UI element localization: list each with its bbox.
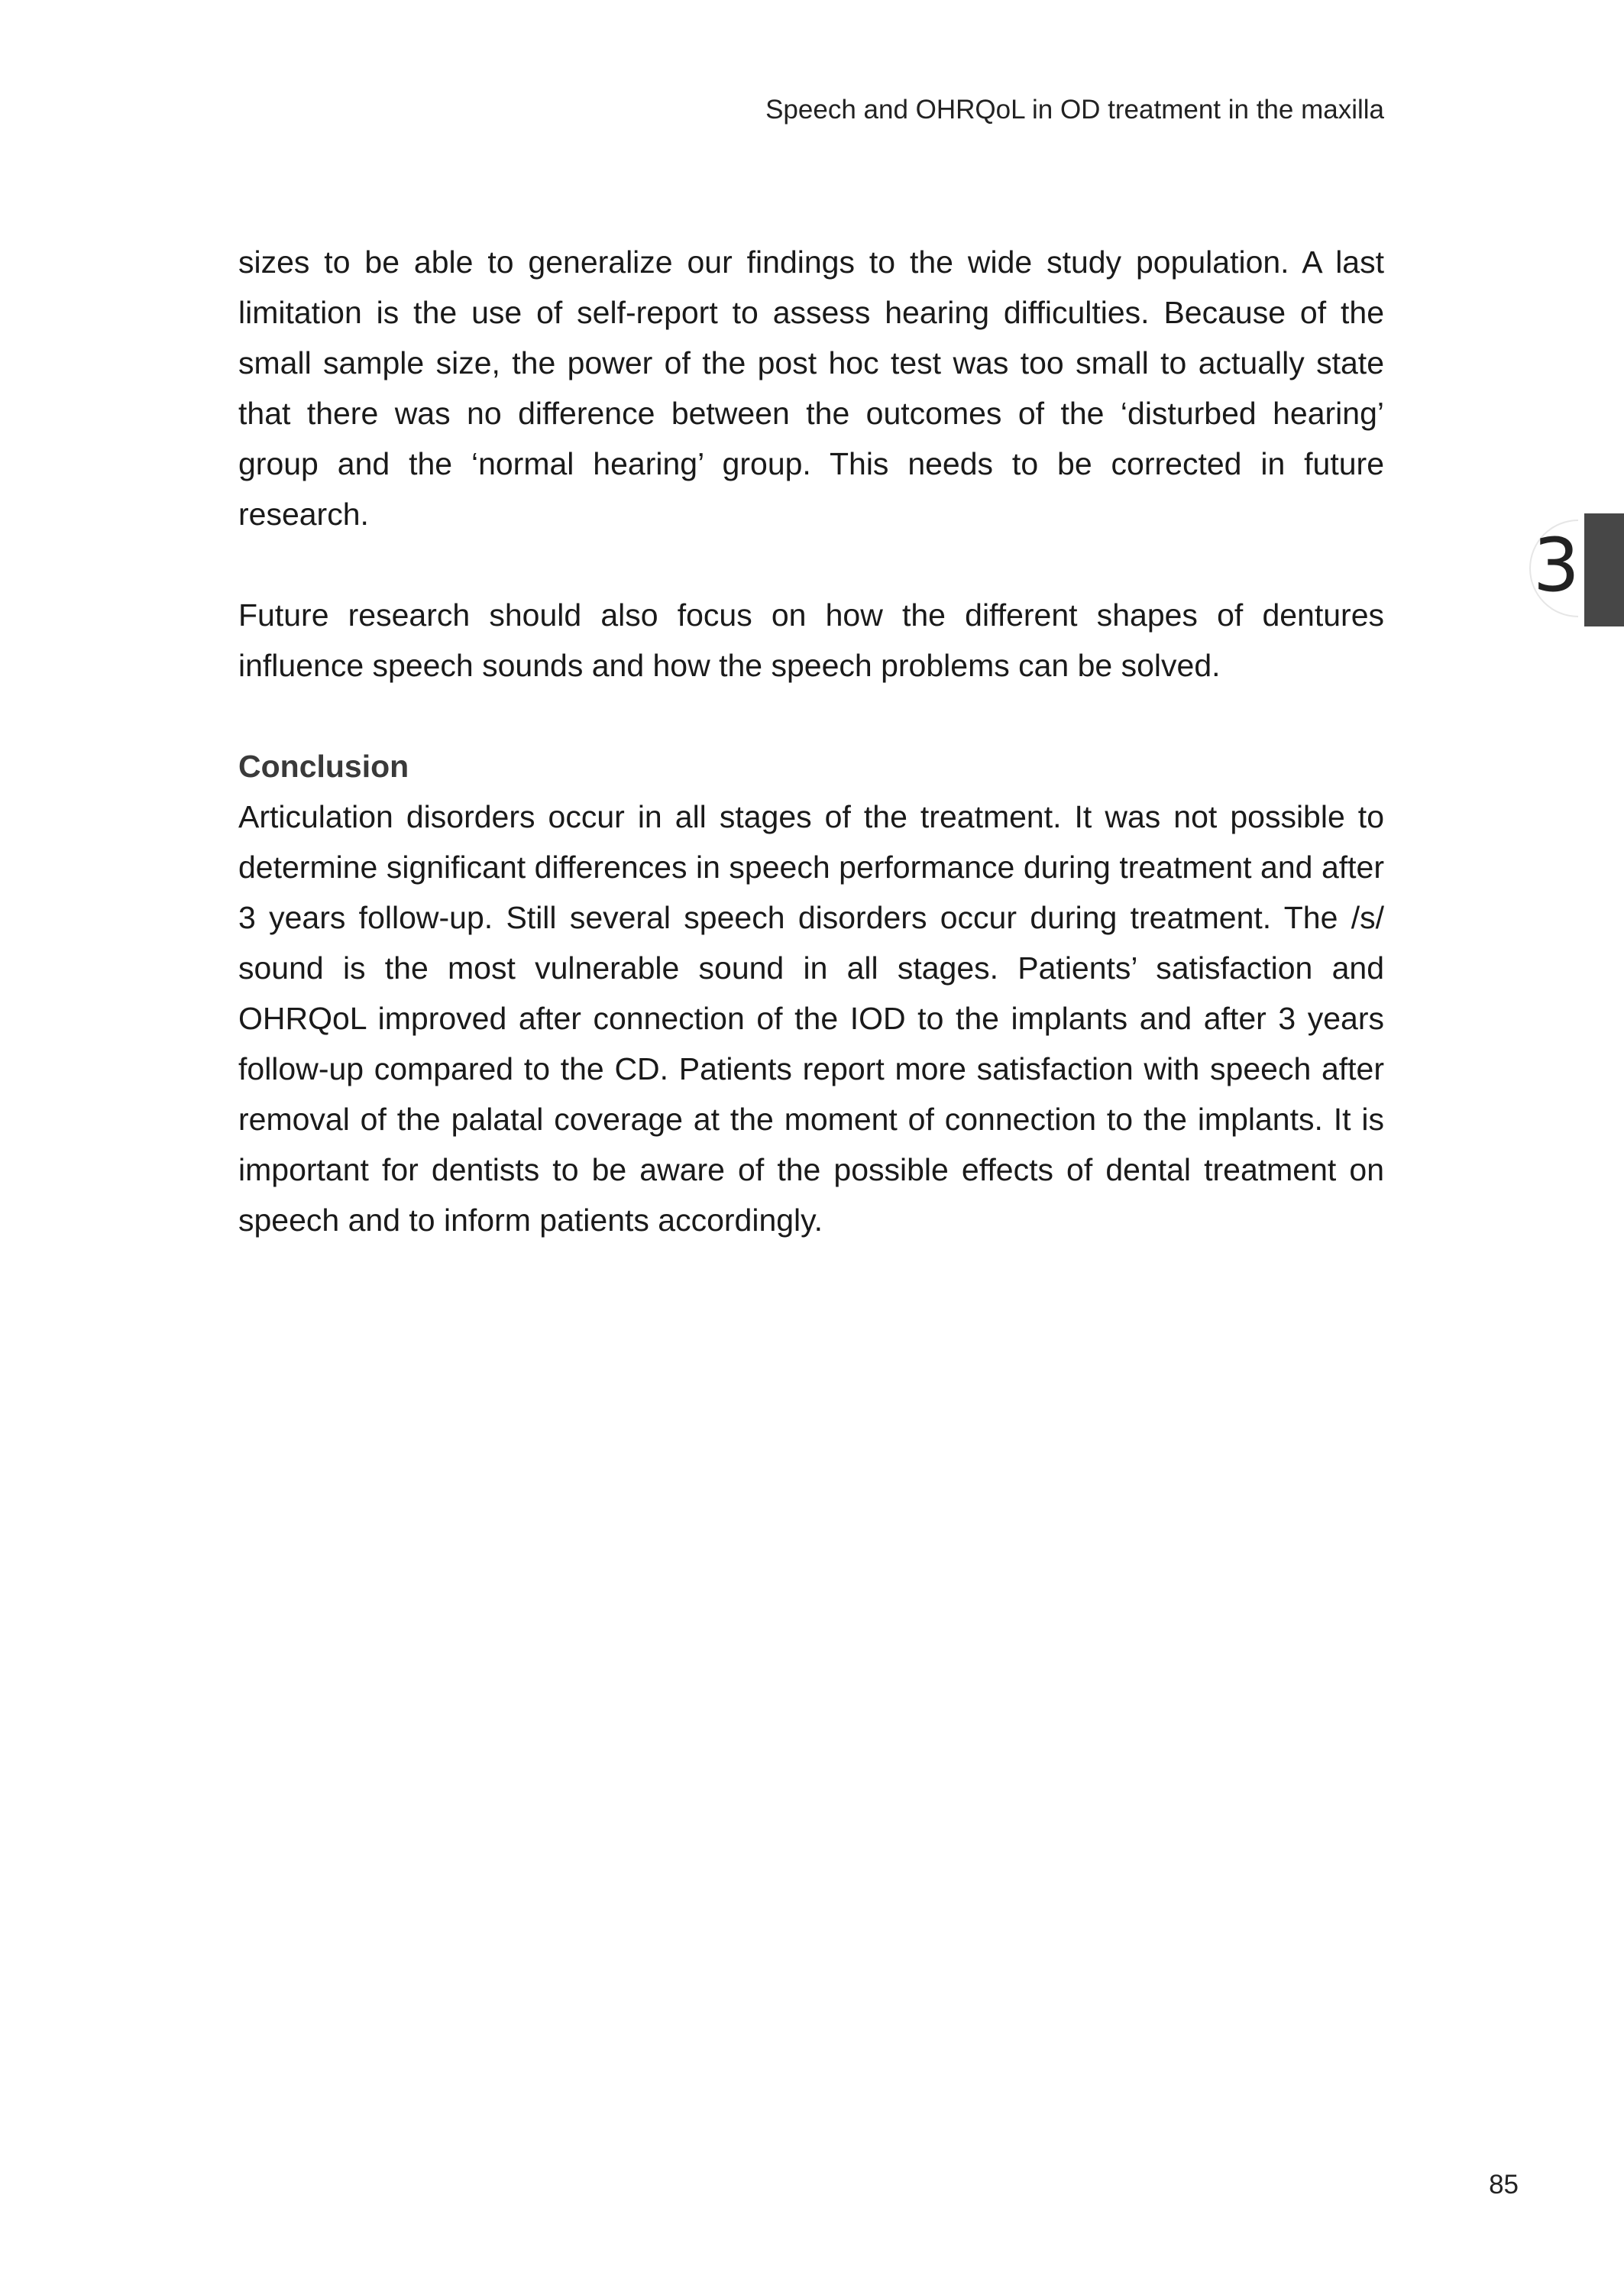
conclusion-paragraph: Articulation disorders occur in all stages of the treatment. It was not possible to determine significant differences in speech performance during treatment and after 3 years follow-up. Still several speech disorders occur during treatment. The /s/ sound is the most vulnerable sound in all stages. Patients’ satisfaction and OHRQoL improved after connection of the IOD to the implants and after 3 years follow-up compared to the CD. Patients report more satisfaction with speech after removal of the palatal coverage at the moment of connection to the implants. It is important for dentists to be aware of the possible effects of dental treatment on speech and to inform patients accordingly. bbox=[238, 799, 1384, 1238]
body-paragraph: Future research should also focus on how the different shapes of dentures influence speech sounds and how the speech problems can be solved. bbox=[238, 597, 1384, 683]
chapter-tab bbox=[1584, 513, 1624, 626]
body-paragraph: sizes to be able to generalize our findings to the wide study population. A last limitation is the use of self-report to assess hearing difficulties. Because of the small sample size, the power of the post hoc test was too small to actually state that there was no difference between the outcomes of the ‘disturbed hearing’ group and the ‘normal hearing’ group. This needs to be corrected in future research. bbox=[238, 244, 1384, 532]
section-heading: Conclusion bbox=[238, 749, 409, 784]
page-number: 85 bbox=[1489, 2170, 1519, 2200]
main-text bbox=[238, 237, 1384, 1245]
chapter-number: 3 bbox=[1532, 523, 1580, 608]
running-header: Speech and OHRQoL in OD treatment in the maxilla bbox=[765, 95, 1384, 125]
